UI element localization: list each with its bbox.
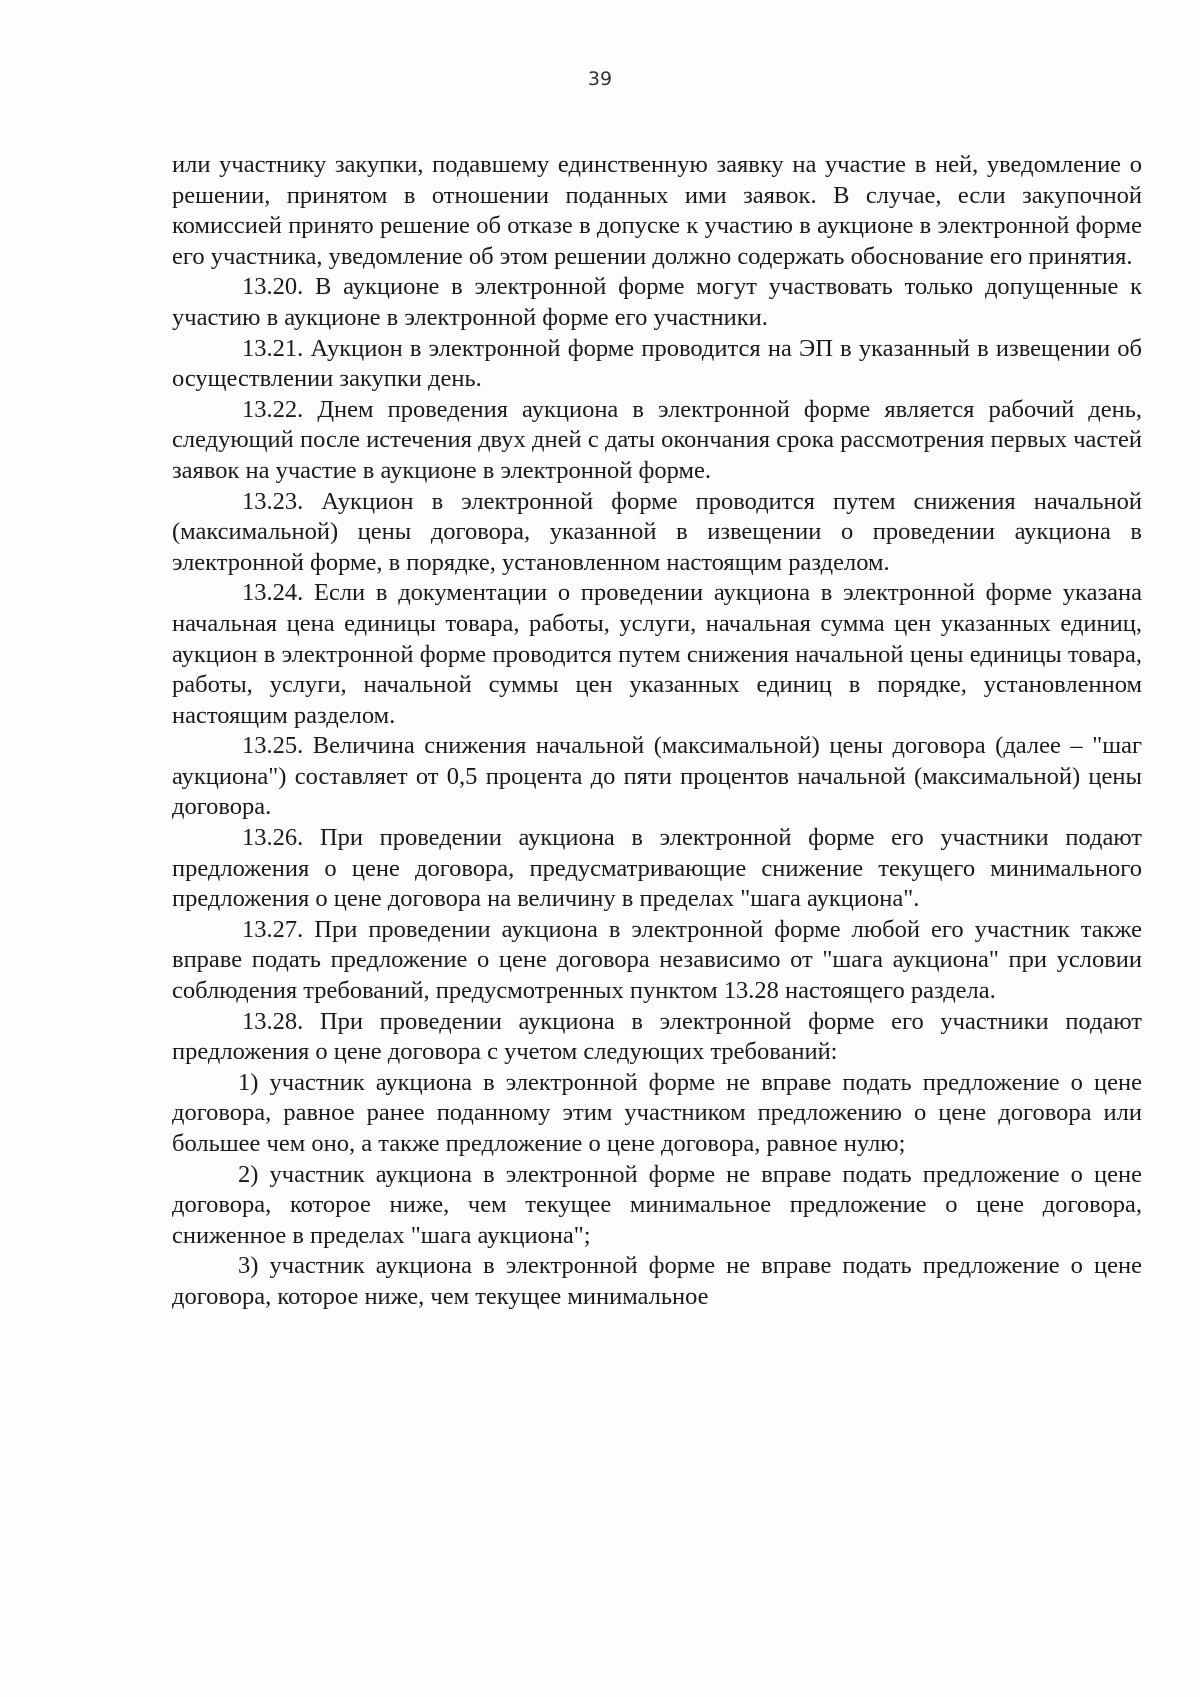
list-item-2: 2) участник аукциона в электронной форме не вправе подать предложение о цене договора, которое ниже, чем текущее минимальное предложение о цене договора, сниженное в пределах "шага аукциона";: [172, 1160, 1142, 1249]
paragraph-13-27: 13.27. При проведении аукциона в электронной форме любой его участник также вправе подать предложение о цене договора независимо от "шага аукциона" при условии соблюдения требований, предусмотренных пунктом 13.28 настоящего раздела.: [172, 915, 1142, 1005]
list-item-3: 3) участник аукциона в электронной форме не вправе подать предложение о цене договора, которое ниже, чем текущее минимальное: [172, 1252, 1142, 1310]
paragraph-continuation: или участнику закупки, подавшему единственную заявку на участие в ней, уведомление о решении, принятом в отношении поданных ими заявок. В случае, если закупочной комиссией принято решение об отказе в допуске к участию в аукционе в электронной форме его участника, уведомление об этом решении должно содержать обоснование его принятия.: [172, 151, 1142, 270]
paragraph-13-25: 13.25. Величина снижения начальной (максимальной) цены договора (далее – "шаг аукциона") составляет от 0,5 процента до пяти процентов начальной (максимальной) цены договора.: [172, 732, 1142, 821]
paragraph-13-20: 13.20. В аукционе в электронной форме могут участвовать только допущенные к участию в аукционе в электронной форме его участники.: [172, 273, 1142, 331]
paragraph-13-24: 13.24. Если в документации о проведении аукциона в электронной форме указана начальная цена единицы товара, работы, услуги, начальная сумма цен указанных единиц, аукцион в электронной форме проводится путем снижения начальной цены единицы товара, работы, услуги, начальной суммы цен указанных единиц в порядке, установленном настоящим разделом.: [172, 579, 1142, 729]
document-body: [172, 150, 1142, 1313]
paragraph-13-23: 13.23. Аукцион в электронной форме проводится путем снижения начальной (максимальной) цены договора, указанной в извещении о проведении аукциона в электронной форме, в порядке, установленном настоящим разделом.: [172, 487, 1142, 576]
paragraph-13-28: 13.28. При проведении аукциона в электронной форме его участники подают предложения о цене договора с учетом следующих требований:: [172, 1007, 1142, 1066]
list-item-1: 1) участник аукциона в электронной форме не вправе подать предложение о цене договора, равное ранее поданному этим участником предложению о цене договора или большее чем оно, а также предложение о цене договора, равное нулю;: [172, 1068, 1142, 1157]
page-number: 39: [587, 68, 613, 90]
paragraph-13-22: 13.22. Днем проведения аукциона в электронной форме является рабочий день, следующий после истечения двух дней с даты окончания срока рассмотрения первых частей заявок на участие в аукционе в электронной форме.: [172, 395, 1142, 484]
paragraph-13-26: 13.26. При проведении аукциона в электронной форме его участники подают предложения о цене договора, предусматривающие снижение текущего минимального предложения о цене договора на величину в пределах "шага аукциона".: [172, 824, 1142, 913]
paragraph-13-21: 13.21. Аукцион в электронной форме проводится на ЭП в указанный в извещении об осуществлении закупки день.: [172, 334, 1142, 393]
